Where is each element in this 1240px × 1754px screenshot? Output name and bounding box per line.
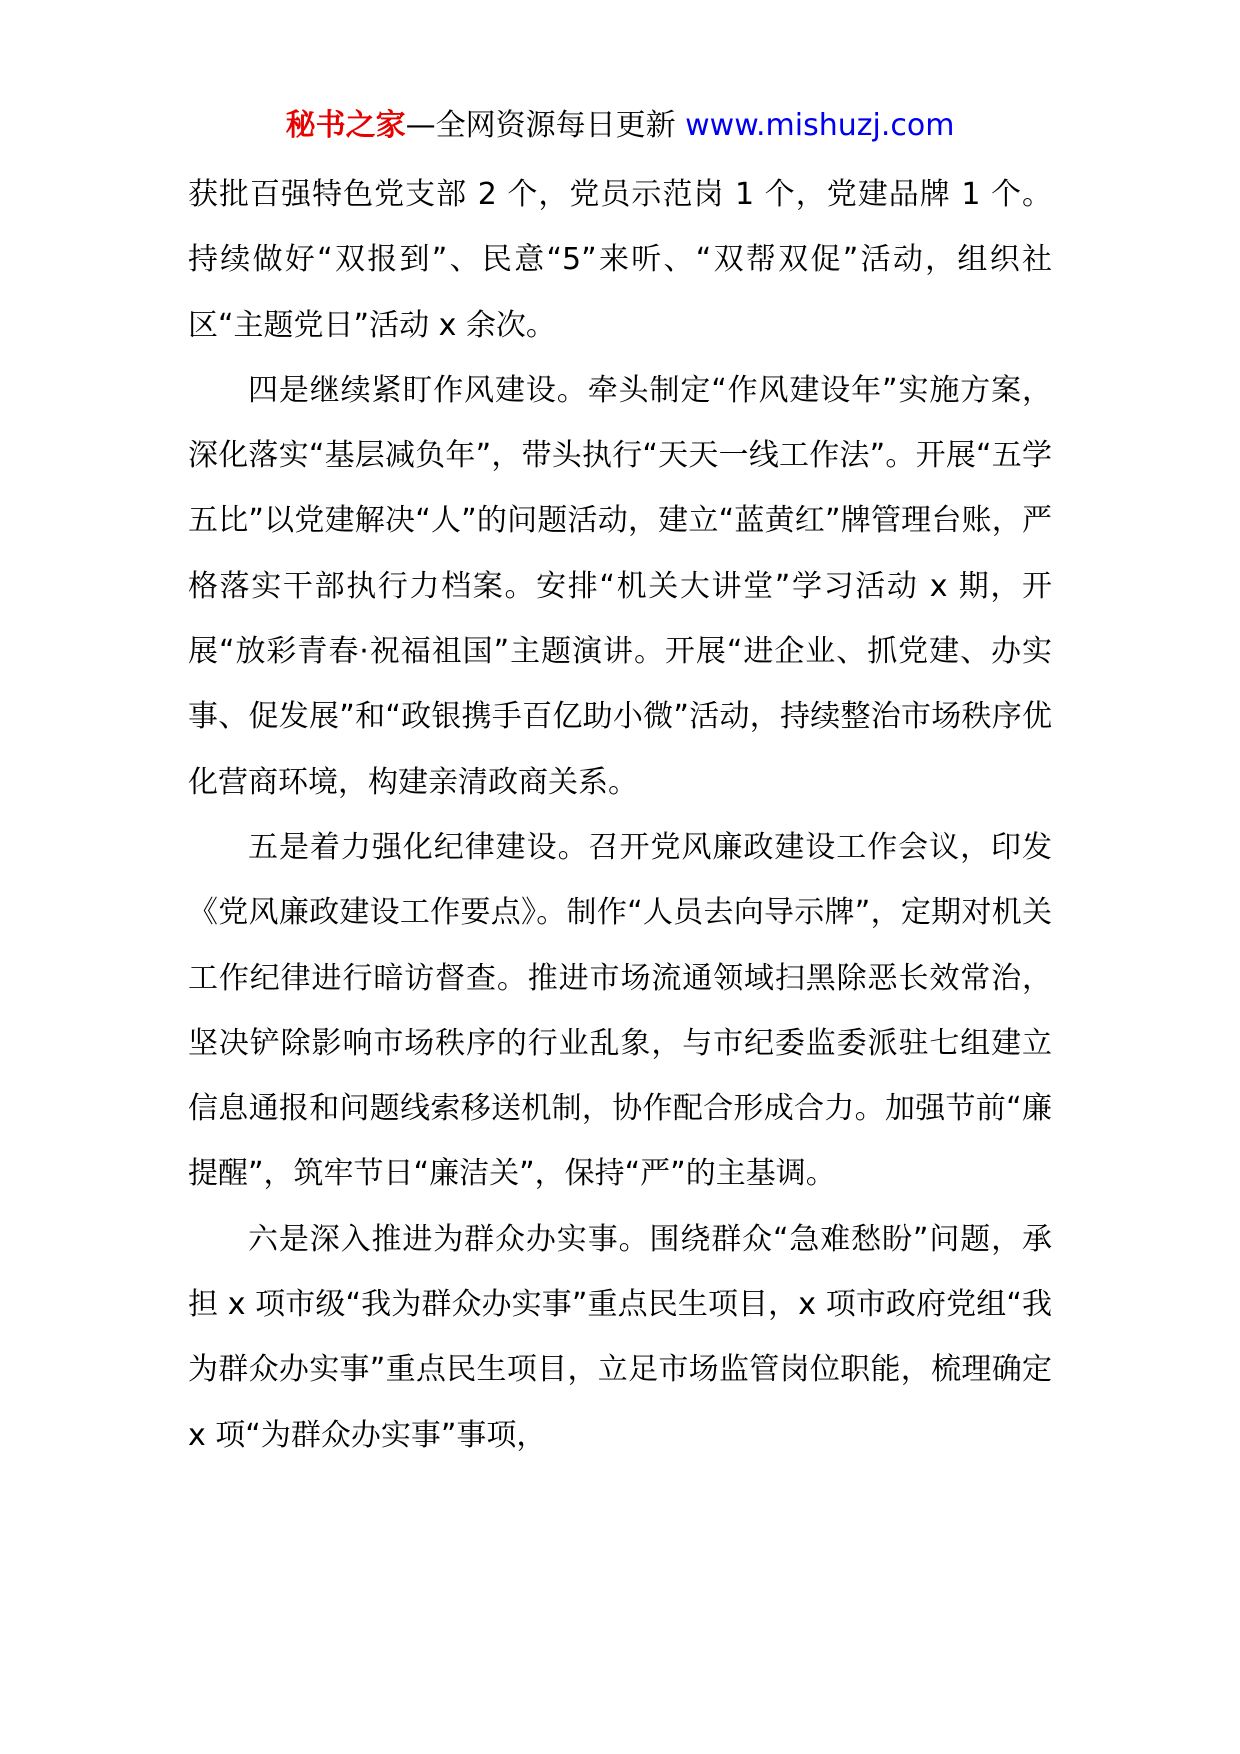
paragraph-continuation: 获批百强特色党支部 2 个，党员示范岗 1 个，党建品牌 1 个。持续做好“双报到”、民意“5”来听、“双帮双促”活动，组织社区“主题党日”活动 x 余次。 xyxy=(188,177,1052,343)
paragraph-public-service: 六是深入推进为群众办实事。围绕群众“急难愁盼”问题，承担 x 项市级“我为群众办实事”重点民生项目，x 项市政府党组“我为群众办实事”重点民生项目，立足市场监管岗位职能，梳理确定 x 项“为群众办实事”事项， xyxy=(188,1221,1052,1453)
site-brand: 秘书之家 xyxy=(285,108,406,143)
site-tagline: —全网资源每日更新 xyxy=(405,108,686,143)
document-body xyxy=(188,162,1052,1468)
paragraph-work-style: 四是继续紧盯作风建设。牵头制定“作风建设年”实施方案，深化落实“基层减负年”，带头执行“天天一线工作法”。开展“五学五比”以党建解决“人”的问题活动，建立“蓝黄红”牌管理台账，严格落实干部执行力档案。安排“机关大讲堂”学习活动 x 期，开展“放彩青春·祝福祖国”主题演讲。开展“进企业、抓党建、办实事、促发展”和“政银携手百亿助小微”活动，持续整治市场秩序优化营商环境，构建亲清政商关系。 xyxy=(188,372,1052,800)
paragraph-discipline: 五是着力强化纪律建设。召开党风廉政建设工作会议，印发《党风廉政建设工作要点》。制作“人员去向导示牌”，定期对机关工作纪律进行暗访督查。推进市场流通领域扫黑除恶长效常治，坚决铲除影响市场秩序的行业乱象，与市纪委监委派驻七组建立信息通报和问题线索移送机制，协作配合形成合力。加强节前“廉提醒”，筑牢节日“廉洁关”，保持“严”的主基调。 xyxy=(188,829,1052,1192)
site-url-link[interactable]: www.mishuzj.com xyxy=(685,108,955,143)
site-header xyxy=(0,104,1240,148)
